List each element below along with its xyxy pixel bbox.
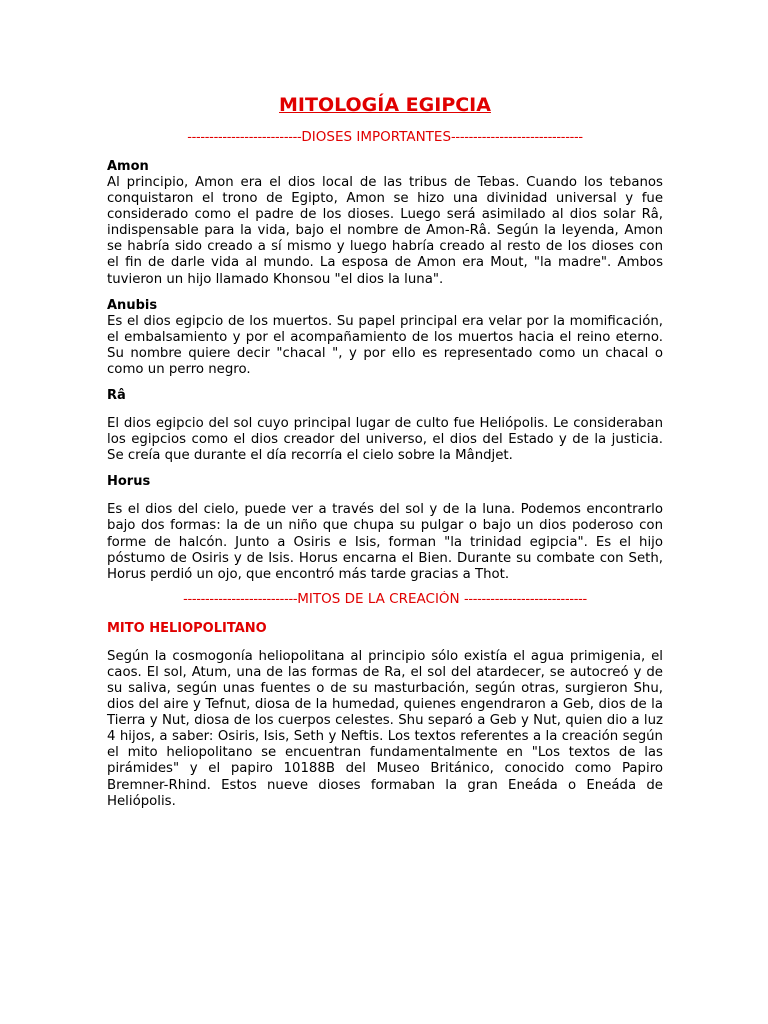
section-text-horus: Es el dios del cielo, puede ver a través del sol y de la luna. Podemos encontrarlo bajo dos formas: la de un niño que chupa su pulgar o bajo un dios poderoso con forme de halcón. Junto a Osiris e Isis, forman "la trinidad egipcia". Es el hijo póstumo de Osiris y de Isis. Horus encarna el Bien. Durante su combate con Seth, Horus perdió un ojo, que encontró más tarde gracias a Thot. <box>107 502 663 582</box>
subsection-text-mito-heliopolitano: Según la cosmogonía heliopolitana al principio sólo existía el agua primigenia, el caos. El sol, Atum, una de las formas de Ra, el sol del atardecer, se autocreó y de su saliva, según unas fuentes o de su masturbación, según otras, surgieron Shu, dios del aire y Tefnut, diosa de la humedad, quienes engendraron a Geb, dios de la Tierra y Nut, diosa de los cuerpos celestes. Shu separó a Geb y Nut, quien dio a luz 4 hijos, a saber: Osiris, Isis, Seth y Neftis. Los textos referentes a la creación según el mito heliopolitano se encuentran fundamentalmente en "Los textos de las pirámides" y el papiro 10188B del Museo Británico, conocido como Papiro Bremner-Rhind. Estos nueve dioses formaban la gran Eneáda o Eneáda de Heliópolis. <box>107 648 663 809</box>
section-heading-ra: Râ <box>107 388 126 404</box>
section-heading-anubis: Anubis <box>107 297 158 313</box>
document-page <box>107 90 663 810</box>
divider-label: MITOS DE LA CREACIÓN <box>297 590 464 607</box>
divider-dashes-right: ---------------------------- <box>463 591 587 607</box>
section-text-ra: El dios egipcio del sol cuyo principal lugar de culto fue Heliópolis. Le consideraban los egipcios como el dios creador del universo, el dios del Estado y de la justicia. Se creía que durante el día recorría el cielo sobre la Mândjet. <box>107 416 663 464</box>
section-divider-mitos <box>107 591 663 608</box>
divider-dashes-right: ------------------------------ <box>451 130 583 145</box>
section-heading-amon: Amon <box>107 159 149 174</box>
section-heading-horus: Horus <box>107 474 151 490</box>
divider-dashes-left: -------------------------- <box>187 130 302 145</box>
section-text-anubis: Es el dios egipcio de los muertos. Su papel principal era velar por la momificación, el embalsamiento y por el acompañamiento de los muertos hacia el reino eterno. Su nombre quiere decir "chacal ", y por ello es representado como un chacal o como un perro negro. <box>107 313 663 377</box>
section-text-amon: Al principio, Amon era el dios local de las tribus de Tebas. Cuando los tebanos conquistaron el trono de Egipto, Amon se hizo una divinidad universal y fue considerado como el padre de los dioses. Luego será asimilado al dios solar Râ, indispensable para la vida, bajo el nombre de Amon-Râ. Según la leyenda, Amon se habría sido creado a sí mismo y luego habría creado al resto de los dioses con el fin de darle vida al mundo. La esposa de Amon era Mout, "la madre". Ambos tuvieron un hijo llamado Khonsou "el dios la luna". <box>107 175 663 287</box>
subsection-heading-mito-heliopolitano: MITO HELIOPOLITANO <box>107 620 267 636</box>
divider-dashes-left: -------------------------- <box>183 591 298 607</box>
document-title: MITOLOGÍA EGIPCIA <box>279 94 491 116</box>
divider-label: DIOSES IMPORTANTES <box>301 129 452 145</box>
section-divider-dioses <box>107 129 663 146</box>
